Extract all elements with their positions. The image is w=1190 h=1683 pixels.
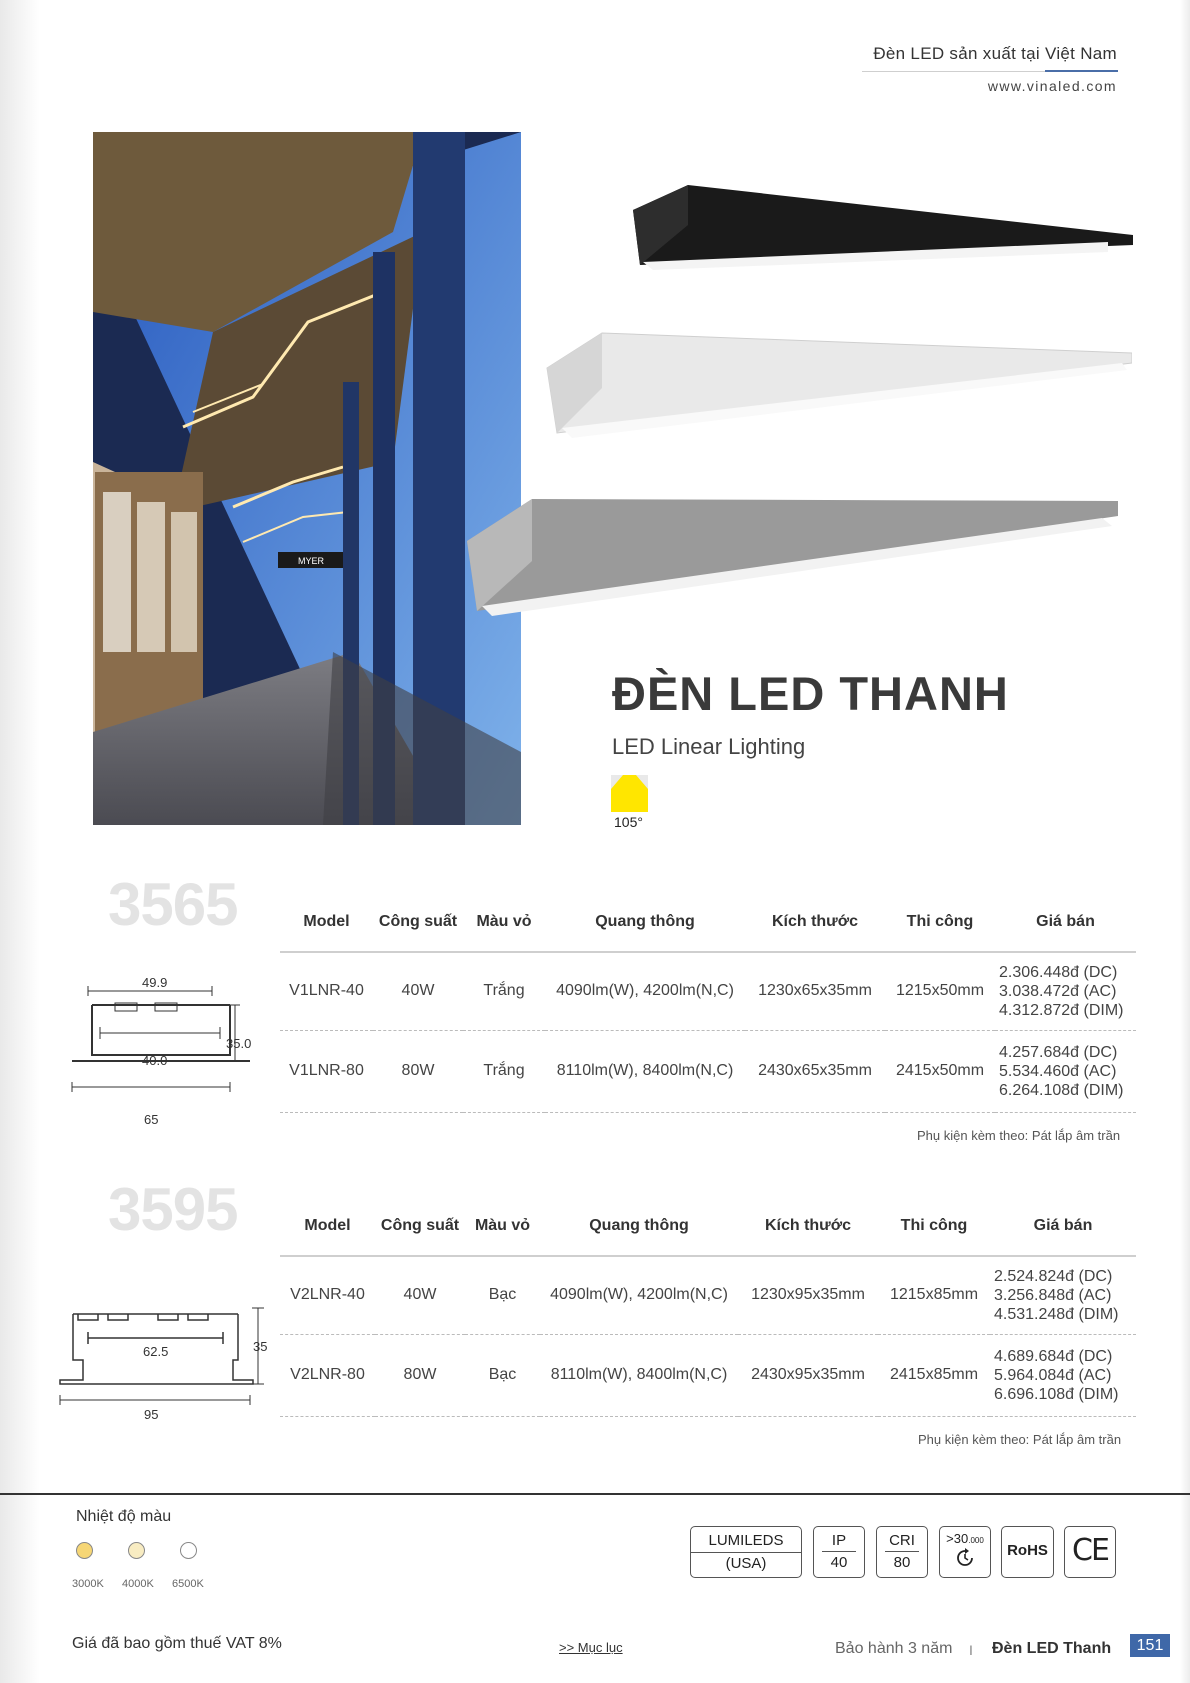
svg-text:49.9: 49.9 (142, 975, 168, 990)
table-cell: 2430x65x35mm (745, 1030, 885, 1112)
col-model: Model (280, 893, 373, 952)
ip-badge: IP 40 (813, 1526, 865, 1578)
col-flux: Quang thông (545, 893, 745, 952)
color-temp-title: Nhiệt độ màu (76, 1508, 172, 1525)
table-cell: 2415x50mm (885, 1030, 995, 1112)
profile-drawing-3565 (70, 975, 260, 1125)
table-cell: V2LNR-80 (280, 1334, 375, 1416)
table-cell: 80W (375, 1334, 465, 1416)
table-cell: 1215x50mm (885, 952, 995, 1030)
table-cell: 8110lm(W), 8400lm(N,C) (540, 1334, 738, 1416)
table-row (280, 1334, 1136, 1416)
page-number: 151 (1130, 1634, 1170, 1657)
table-cell: 80W (373, 1030, 463, 1112)
spec-table-3595 (280, 1197, 1136, 1417)
beam-angle-label: 105° (614, 814, 643, 830)
section-name: Đèn LED Thanh (992, 1640, 1112, 1657)
table-row (280, 1256, 1136, 1334)
col-color: Màu vỏ (465, 1197, 540, 1256)
footer-rule (0, 1493, 1190, 1495)
table-header-row (280, 893, 1136, 952)
spec-table-3565 (280, 893, 1136, 1113)
table-cell: 2430x95x35mm (738, 1334, 878, 1416)
product-subtitle: LED Linear Lighting (612, 734, 806, 759)
table-cell: 40W (373, 952, 463, 1030)
table-cell: Bạc (465, 1256, 540, 1334)
col-install: Thi công (878, 1197, 990, 1256)
svg-text:35: 35 (253, 1339, 268, 1354)
table-cell: 1230x65x35mm (745, 952, 885, 1030)
table-cell: 1215x85mm (878, 1256, 990, 1334)
table-cell: 2415x85mm (878, 1334, 990, 1416)
vat-note: Giá đã bao gồm thuế VAT 8% (72, 1635, 282, 1652)
svg-text:40.0: 40.0 (142, 1053, 168, 1068)
color-dot-6500k (180, 1542, 197, 1559)
left-page-shade (0, 0, 40, 1683)
svg-text:MYER: MYER (298, 556, 325, 566)
header-accent-line (1045, 70, 1118, 72)
table-cell: 8110lm(W), 8400lm(N,C) (545, 1030, 745, 1112)
table-cell: V1LNR-40 (280, 952, 373, 1030)
table-cell: 2.306.448đ (DC) 3.038.472đ (AC) 4.312.872đ (DIM) (995, 952, 1136, 1030)
footer-separator: I (969, 1642, 973, 1658)
table-cell: V1LNR-80 (280, 1030, 373, 1112)
col-color: Màu vỏ (463, 893, 545, 952)
svg-text:95: 95 (144, 1407, 159, 1422)
ce-badge: CE (1064, 1526, 1116, 1578)
product-title: ĐÈN LED THANH (612, 667, 1009, 720)
header-tagline: Đèn LED sản xuất tại Việt Nam (873, 44, 1117, 63)
color-label-6500k: 6500K (172, 1578, 204, 1590)
col-size: Kích thước (738, 1197, 878, 1256)
accessory-note: Phụ kiện kèm theo: Pát lắp âm trần (918, 1432, 1122, 1447)
col-price: Giá bán (995, 893, 1136, 952)
product-image-silver (462, 496, 1118, 616)
svg-text:62.5: 62.5 (143, 1344, 169, 1359)
toc-link[interactable]: >> Mục lục (559, 1640, 623, 1655)
product-image-white (542, 328, 1132, 438)
table-cell: 1230x95x35mm (738, 1256, 878, 1334)
svg-text:65: 65 (144, 1112, 159, 1125)
col-power: Công suất (373, 893, 463, 952)
lifetime-badge: >30.000 (939, 1526, 991, 1578)
beam-angle-icon (610, 775, 650, 813)
profile-drawing-3595 (58, 1300, 278, 1430)
color-label-3000k: 3000K (72, 1578, 104, 1590)
rohs-badge: RoHS (1001, 1526, 1054, 1578)
table-cell: V2LNR-40 (280, 1256, 375, 1334)
header-website: www.vinaled.com (987, 78, 1117, 94)
clock-icon (954, 1547, 976, 1569)
series-code: 3565 (108, 871, 238, 938)
warranty-text: Bảo hành 3 năm (835, 1640, 953, 1657)
table-cell: 40W (375, 1256, 465, 1334)
col-install: Thi công (885, 893, 995, 952)
svg-text:35.0: 35.0 (226, 1036, 252, 1051)
col-price: Giá bán (990, 1197, 1136, 1256)
table-header-row (280, 1197, 1136, 1256)
cri-badge: CRI 80 (876, 1526, 928, 1578)
table-row (280, 952, 1136, 1030)
table-cell: 4.257.684đ (DC) 5.534.460đ (AC) 6.264.108đ (DIM) (995, 1030, 1136, 1112)
header-divider (862, 71, 1045, 72)
color-label-4000k: 4000K (122, 1578, 154, 1590)
col-size: Kích thước (745, 893, 885, 952)
col-power: Công suất (375, 1197, 465, 1256)
table-cell: 4090lm(W), 4200lm(N,C) (540, 1256, 738, 1334)
col-flux: Quang thông (540, 1197, 738, 1256)
application-photo (93, 132, 521, 825)
table-cell: 4.689.684đ (DC) 5.964.084đ (AC) 6.696.108đ (DIM) (990, 1334, 1136, 1416)
table-cell: 2.524.824đ (DC) 3.256.848đ (AC) 4.531.248đ (DIM) (990, 1256, 1136, 1334)
col-model: Model (280, 1197, 375, 1256)
color-dot-3000k (76, 1542, 93, 1559)
right-page-shade (1180, 0, 1190, 1683)
color-dot-4000k (128, 1542, 145, 1559)
table-cell: 4090lm(W), 4200lm(N,C) (545, 952, 745, 1030)
accessory-note: Phụ kiện kèm theo: Pát lắp âm trần (917, 1128, 1121, 1143)
table-cell: Trắng (463, 952, 545, 1030)
series-code: 3595 (108, 1176, 238, 1243)
table-row (280, 1030, 1136, 1112)
table-cell: Bạc (465, 1334, 540, 1416)
product-image-black (628, 180, 1133, 270)
lumileds-badge: LUMILEDS (USA) (690, 1526, 802, 1578)
table-cell: Trắng (463, 1030, 545, 1112)
